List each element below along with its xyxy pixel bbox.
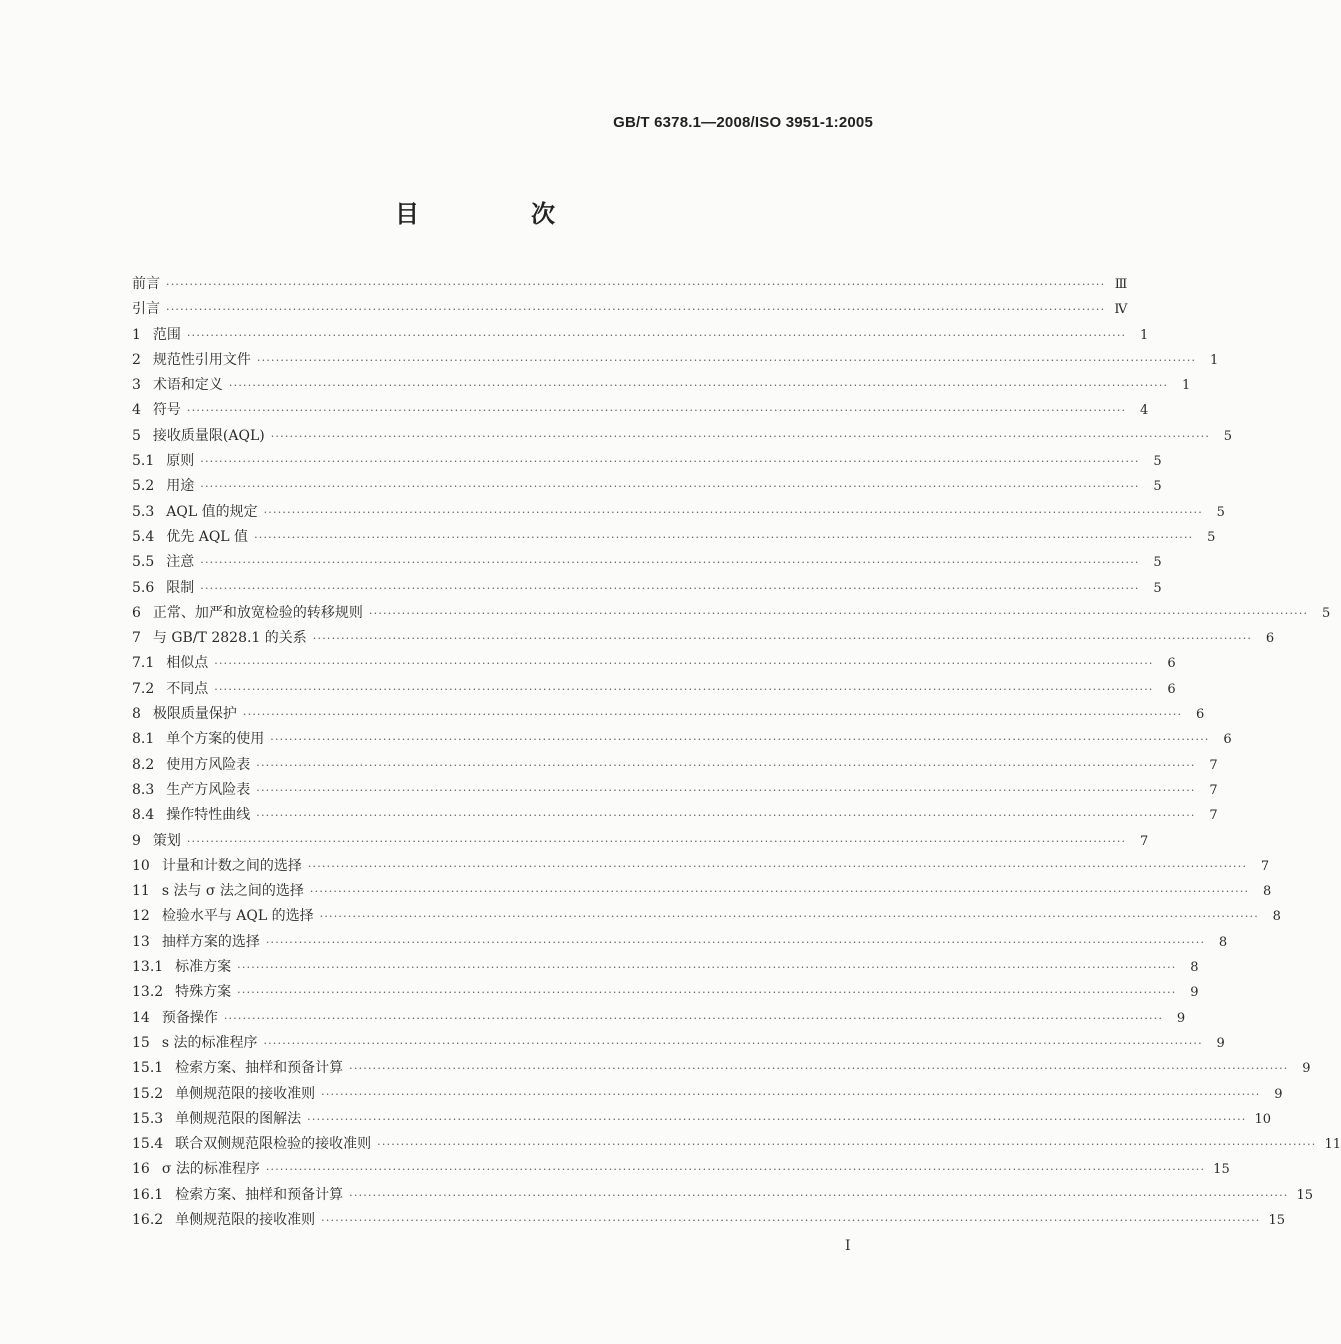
- toc-leader-dots: ········································································································································································································: [321, 1087, 1261, 1101]
- toc-leader-dots: ········································································································································································································: [349, 1062, 1289, 1076]
- toc-leader-dots: ········································································································································································································: [200, 581, 1140, 595]
- toc-entry-number: 5.4: [132, 528, 155, 545]
- toc-entry-title: 检索方案、抽样和预备计算: [175, 1060, 344, 1077]
- toc-leader-dots: ········································································································································································································: [256, 758, 1196, 772]
- toc-entry-page: 1: [1209, 352, 1219, 368]
- toc-entry-number: 15.3: [132, 1110, 164, 1127]
- toc-entry-page: 7: [1139, 833, 1149, 849]
- toc-entry[interactable]: [132, 626, 1275, 651]
- toc-entry[interactable]: [132, 778, 1218, 803]
- toc-entry-page: 5: [1153, 555, 1162, 571]
- toc-entry-title: 策划: [152, 832, 181, 849]
- toc-entry-title: s 法与 σ 法之间的选择: [161, 883, 304, 900]
- toc-entry-title: 极限质量保护: [152, 706, 237, 723]
- toc-entry-number: 16.1: [132, 1186, 164, 1203]
- toc-leader-dots: ········································································································································································································: [307, 859, 1248, 873]
- toc-leader-dots: ········································································································································································································: [242, 708, 1183, 722]
- toc-entry-title: 联合双侧规范限检验的接收准则: [175, 1136, 372, 1153]
- toc-entry[interactable]: [132, 879, 1272, 904]
- toc-leader-dots: ········································································································································································································: [254, 530, 1194, 544]
- table-of-contents: [132, 272, 1341, 1233]
- toc-leader-dots: ········································································································································································································: [214, 682, 1154, 696]
- toc-entry-title: 原则: [166, 453, 195, 470]
- toc-entry-title: 与 GB/T 2828.1 的关系: [152, 630, 307, 647]
- toc-entry[interactable]: [132, 272, 1128, 297]
- toc-entry[interactable]: [132, 1208, 1286, 1233]
- toc-leader-dots: ········································································································································································································: [186, 834, 1127, 848]
- toc-leader-dots: ········································································································································································································: [228, 379, 1169, 393]
- toc-entry[interactable]: [132, 727, 1232, 752]
- toc-entry-number: 6: [132, 604, 141, 621]
- toc-entry-page: 5: [1153, 580, 1162, 596]
- toc-entry-page: 6: [1265, 631, 1275, 647]
- toc-entry-number: 5.2: [132, 478, 155, 495]
- toc-entry[interactable]: [132, 449, 1162, 474]
- toc-leader-dots: ········································································································································································································: [319, 910, 1259, 924]
- toc-entry-title: 范围: [152, 326, 181, 343]
- toc-entry[interactable]: [132, 1031, 1225, 1056]
- toc-entry[interactable]: [132, 677, 1176, 702]
- toc-entry-number: 15.2: [132, 1085, 164, 1102]
- toc-entry-number: 13.1: [132, 959, 164, 976]
- toc-entry[interactable]: [132, 576, 1162, 601]
- toc-leader-dots: ········································································································································································································: [349, 1188, 1289, 1202]
- toc-entry[interactable]: [132, 424, 1233, 449]
- toc-entry-number: 13: [132, 933, 150, 950]
- toc-entry-title: 规范性引用文件: [152, 351, 251, 368]
- toc-entry[interactable]: [132, 550, 1162, 575]
- toc-entry-number: 11: [132, 883, 150, 900]
- toc-entry[interactable]: [132, 500, 1225, 525]
- toc-entry-number: 8.3: [132, 781, 155, 798]
- toc-entry-title: 生产方风险表: [166, 781, 251, 798]
- toc-entry-page: 1: [1181, 378, 1191, 394]
- toc-entry-page: 8: [1272, 909, 1281, 925]
- toc-entry-page: 6: [1195, 707, 1205, 723]
- toc-entry-title: 单侧规范限的图解法: [175, 1110, 302, 1127]
- toc-leader-dots: ········································································································································································································: [200, 455, 1140, 469]
- toc-entry-page: 9: [1176, 1010, 1186, 1026]
- toc-entry-title: 计量和计数之间的选择: [161, 857, 302, 874]
- toc-entry-title: 接收质量限(AQL): [152, 427, 265, 444]
- toc-entry[interactable]: [132, 854, 1270, 879]
- toc-leader-dots: ········································································································································································································: [237, 961, 1177, 975]
- toc-entry[interactable]: [132, 980, 1199, 1005]
- toc-entry-title: 预备操作: [161, 1009, 218, 1026]
- toc-entry[interactable]: [132, 651, 1176, 676]
- toc-entry-number: 10: [132, 857, 150, 874]
- toc-entry-title: 引言: [132, 301, 160, 318]
- toc-entry[interactable]: [132, 1056, 1311, 1081]
- toc-entry-title: 正常、加严和放宽检验的转移规则: [152, 604, 363, 621]
- toc-leader-dots: ········································································································································································································: [166, 303, 1106, 317]
- toc-entry-title: 相似点: [166, 655, 209, 672]
- toc-entry[interactable]: [132, 1006, 1186, 1031]
- toc-leader-dots: ········································································································································································································: [263, 1036, 1203, 1050]
- standard-code: GB/T 6378.1—2008/ISO 3951-1:2005: [613, 114, 873, 131]
- toc-entry-title: σ 法的标准程序: [161, 1161, 260, 1178]
- toc-entry[interactable]: [132, 474, 1162, 499]
- toc-leader-dots: ········································································································································································································: [263, 505, 1203, 519]
- toc-entry-number: 1: [132, 326, 141, 343]
- toc-entry[interactable]: [132, 1183, 1314, 1208]
- toc-entry[interactable]: [132, 803, 1218, 828]
- toc-entry-number: 15: [132, 1034, 150, 1051]
- toc-entry-page: 4: [1139, 403, 1149, 419]
- toc-leader-dots: ········································································································································································································: [214, 657, 1154, 671]
- toc-entry-number: 14: [132, 1009, 150, 1026]
- toc-leader-dots: ········································································································································································································: [265, 935, 1206, 949]
- toc-entry[interactable]: [132, 955, 1199, 980]
- toc-leader-dots: ········································································································································································································: [200, 556, 1140, 570]
- toc-entry-page: 11: [1324, 1137, 1341, 1153]
- toc-entry-title: 术语和定义: [152, 377, 223, 394]
- toc-entry-page: 8: [1218, 934, 1228, 950]
- toc-entry-number: 7.1: [132, 655, 155, 672]
- toc-leader-dots: ········································································································································································································: [265, 1163, 1206, 1177]
- toc-entry[interactable]: [132, 525, 1216, 550]
- toc-leader-dots: ········································································································································································································: [307, 1112, 1247, 1126]
- toc-entry[interactable]: [132, 829, 1149, 854]
- toc-entry-page: 7: [1209, 808, 1218, 824]
- toc-entry-title: 前言: [132, 276, 160, 292]
- toc-entry-number: 5: [132, 427, 141, 444]
- toc-entry-page: 8: [1262, 884, 1272, 900]
- toc-entry[interactable]: [132, 1132, 1341, 1157]
- toc-entry[interactable]: [132, 904, 1281, 929]
- toc-leader-dots: ········································································································································································································: [186, 328, 1127, 342]
- toc-entry[interactable]: [132, 753, 1218, 778]
- toc-entry-number: 15.1: [132, 1060, 164, 1077]
- toc-entry[interactable]: [132, 1107, 1272, 1132]
- toc-entry-title: 优先 AQL 值: [166, 528, 249, 545]
- toc-entry-number: 4: [132, 402, 141, 419]
- toc-entry-number: 16: [132, 1161, 150, 1178]
- toc-entry-title: s 法的标准程序: [161, 1034, 258, 1051]
- toc-entry-title: 用途: [166, 478, 195, 495]
- toc-entry-page: 5: [1153, 454, 1162, 470]
- toc-entry-title: 注意: [166, 554, 195, 571]
- toc-leader-dots: ········································································································································································································: [256, 809, 1196, 823]
- toc-entry[interactable]: [132, 601, 1331, 626]
- toc-leader-dots: ········································································································································································································: [270, 733, 1210, 747]
- toc-leader-dots: ········································································································································································································: [377, 1138, 1317, 1152]
- toc-entry-page: 15: [1213, 1162, 1230, 1178]
- page-number: I: [845, 1238, 851, 1254]
- toc-entry-page: 5: [1223, 428, 1233, 444]
- toc-entry-page: 8: [1190, 960, 1199, 976]
- toc-leader-dots: ········································································································································································································: [368, 606, 1309, 620]
- toc-entry-page: 9: [1190, 985, 1199, 1001]
- toc-entry-title: 限制: [166, 579, 195, 596]
- toc-entry-number: 12: [132, 908, 150, 925]
- toc-leader-dots: ········································································································································································································: [321, 1213, 1261, 1227]
- toc-entry-page: 6: [1167, 656, 1176, 672]
- toc-leader-dots: ········································································································································································································: [186, 404, 1127, 418]
- toc-entry-title: 检验水平与 AQL 的选择: [161, 908, 314, 925]
- toc-entry-page: 10: [1254, 1111, 1272, 1127]
- toc-entry[interactable]: [132, 373, 1191, 398]
- toc-entry-page: 9: [1216, 1035, 1225, 1051]
- toc-entry-title: 单个方案的使用: [166, 731, 265, 748]
- toc-leader-dots: ········································································································································································································: [256, 353, 1197, 367]
- toc-entry-number: 3: [132, 377, 141, 394]
- toc-entry-page: 6: [1167, 681, 1176, 697]
- toc-entry[interactable]: [132, 1082, 1283, 1107]
- toc-entry-number: 5.6: [132, 579, 155, 596]
- toc-entry-number: 15.4: [132, 1136, 164, 1153]
- toc-entry-number: 7: [132, 630, 141, 647]
- toc-entry-number: 7.2: [132, 680, 155, 697]
- toc-entry[interactable]: [132, 348, 1219, 373]
- toc-leader-dots: ········································································································································································································: [312, 632, 1253, 646]
- toc-entry-page: 15: [1268, 1212, 1286, 1228]
- toc-leader-dots: ········································································································································································································: [237, 986, 1177, 1000]
- toc-entry-title: 使用方风险表: [166, 756, 251, 773]
- toc-entry[interactable]: [132, 398, 1149, 423]
- toc-entry-title: 特殊方案: [175, 984, 232, 1001]
- toc-entry-title: 抽样方案的选择: [161, 933, 260, 950]
- toc-entry-title: 符号: [152, 402, 181, 419]
- toc-entry-title: 操作特性曲线: [166, 807, 251, 824]
- toc-leader-dots: ········································································································································································································: [270, 429, 1211, 443]
- toc-entry-page: Ⅲ: [1114, 277, 1128, 292]
- toc-entry-page: 5: [1216, 504, 1225, 520]
- toc-entry-page: 15: [1296, 1187, 1314, 1203]
- toc-entry-title: 检索方案、抽样和预备计算: [175, 1186, 344, 1203]
- toc-entry-number: 9: [132, 832, 141, 849]
- toc-entry-number: 5.3: [132, 503, 155, 520]
- toc-entry-page: 5: [1207, 529, 1216, 545]
- toc-entry-page: 6: [1223, 732, 1232, 748]
- toc-entry-number: 8: [132, 706, 141, 723]
- toc-entry-title: 单侧规范限的接收准则: [175, 1211, 316, 1228]
- toc-entry-page: 9: [1274, 1086, 1283, 1102]
- toc-entry-number: 8.4: [132, 807, 155, 824]
- toc-entry[interactable]: [132, 323, 1149, 348]
- toc-entry-page: 7: [1209, 757, 1218, 773]
- toc-entry-page: 7: [1260, 858, 1270, 874]
- toc-leader-dots: ········································································································································································································: [223, 1011, 1164, 1025]
- toc-entry-page: 5: [1321, 605, 1331, 621]
- toc-entry-number: 2: [132, 351, 141, 368]
- toc-entry-page: Ⅳ: [1114, 302, 1128, 318]
- toc-entry[interactable]: [132, 930, 1228, 955]
- toc-entry-number: 16.2: [132, 1211, 164, 1228]
- page-title: 目 次: [395, 199, 599, 228]
- toc-leader-dots: ········································································································································································································: [200, 480, 1140, 494]
- toc-leader-dots: ········································································································································································································: [256, 783, 1196, 797]
- toc-entry-page: 9: [1302, 1061, 1311, 1077]
- toc-entry-page: 5: [1153, 479, 1162, 495]
- toc-leader-dots: ········································································································································································································: [309, 885, 1250, 899]
- toc-entry-page: 1: [1139, 327, 1149, 343]
- toc-leader-dots: ········································································································································································································: [166, 278, 1106, 291]
- toc-entry-number: 8.1: [132, 731, 155, 748]
- toc-entry-title: 不同点: [166, 680, 209, 697]
- toc-entry-number: 13.2: [132, 984, 164, 1001]
- toc-entry[interactable]: [132, 702, 1205, 727]
- toc-entry-title: 单侧规范限的接收准则: [175, 1085, 316, 1102]
- toc-entry-number: 8.2: [132, 756, 155, 773]
- toc-entry-page: 7: [1209, 782, 1218, 798]
- toc-entry[interactable]: [132, 1157, 1230, 1182]
- toc-entry-title: AQL 值的规定: [166, 503, 258, 520]
- toc-entry-number: 5.5: [132, 554, 155, 571]
- toc-entry-number: 5.1: [132, 453, 155, 470]
- toc-entry[interactable]: [132, 297, 1128, 322]
- toc-entry-title: 标准方案: [175, 959, 232, 976]
